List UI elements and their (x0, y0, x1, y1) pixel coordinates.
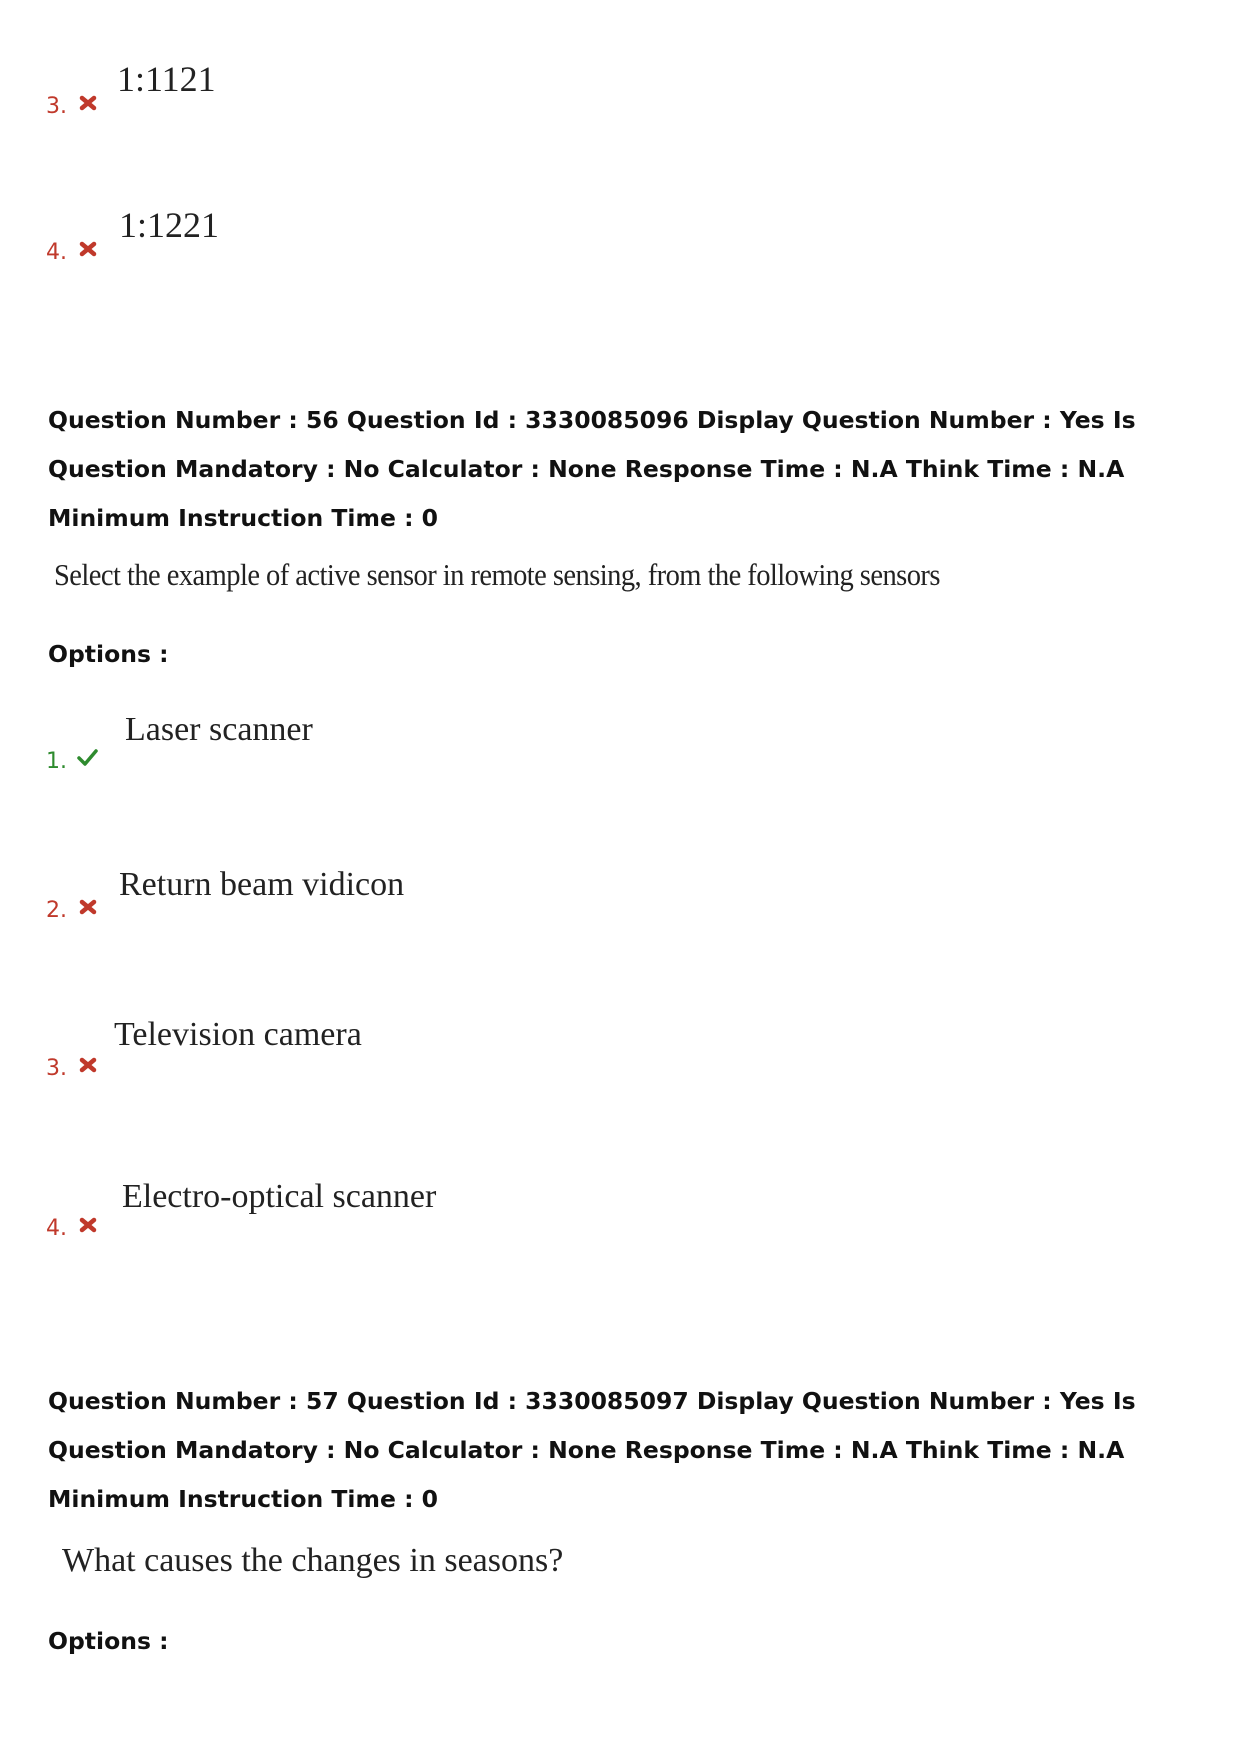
option-text: Return beam vidicon (119, 866, 405, 903)
option-number: 4. (46, 1216, 67, 1241)
cross-icon (77, 1054, 99, 1076)
option-number: 2. (46, 898, 67, 923)
option-text: Laser scanner (125, 711, 313, 748)
option-text: Electro-optical scanner (122, 1178, 437, 1215)
options-label: Options : (48, 1627, 169, 1655)
cross-icon (77, 1214, 99, 1236)
option-number: 1. (46, 749, 67, 774)
options-label: Options : (48, 640, 169, 668)
option-number: 3. (46, 1056, 67, 1081)
check-icon (76, 746, 98, 768)
cross-icon (77, 896, 99, 918)
cross-icon (77, 92, 99, 114)
question-meta: Question Number : 57 Question Id : 3330085097 Display Question Number : Yes Is Question Mandatory : No Calculator : None Response Time : N.A Think Time : N.A Minimum Instruction Time : 0 (48, 1387, 1136, 1513)
question-text: Select the example of active sensor in remote sensing, from the following sensors (54, 557, 940, 592)
option-text: Television camera (114, 1016, 362, 1053)
cross-icon (77, 238, 99, 260)
question-meta: Question Number : 56 Question Id : 3330085096 Display Question Number : Yes Is Question Mandatory : No Calculator : None Response Time : N.A Think Time : N.A Minimum Instruction Time : 0 (48, 406, 1136, 532)
option-text: 1:1221 (119, 205, 220, 245)
question-text: What causes the changes in seasons? (62, 1542, 564, 1579)
option-number: 4. (46, 240, 67, 265)
option-number: 3. (46, 94, 67, 119)
option-text: 1:1121 (117, 59, 216, 99)
